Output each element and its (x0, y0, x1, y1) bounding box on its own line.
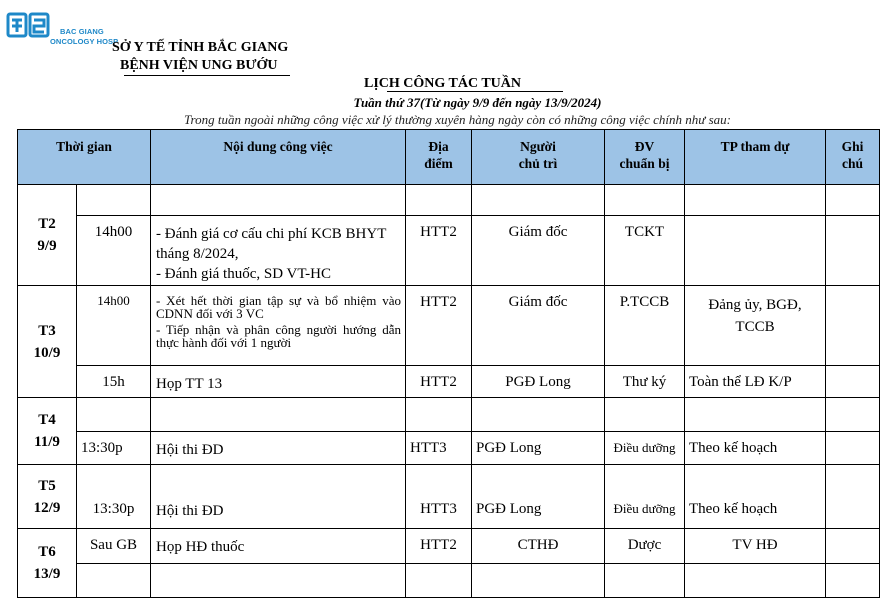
prep-cell: Thư ký (605, 366, 685, 398)
table-row (18, 465, 880, 529)
table-row (18, 398, 880, 432)
place-cell: HTT3 (406, 465, 472, 529)
content-cell: - Xét hết thời gian tập sự và bổ nhiệm vào CDNN đối với 3 VC - Tiếp nhận và phân công người hướng dẫn thực hành đối với 1 người (151, 286, 406, 366)
note-cell (826, 366, 880, 398)
host-cell: PGĐ Long (472, 366, 605, 398)
logo-line-1: BAC GIANG (60, 27, 104, 36)
week-subtitle: Tuần thứ 37(Từ ngày 9/9 đến ngày 13/9/2024) (353, 95, 602, 110)
day-cell-t3: T3 10/9 (18, 286, 77, 398)
day-cell-t5: T5 12/9 (18, 465, 77, 529)
note-cell (826, 529, 880, 564)
host-cell: PGĐ Long (472, 432, 605, 465)
time-cell: Sau GB (77, 529, 151, 564)
attend-cell (685, 216, 826, 286)
org-name-1: SỞ Y TẾ TỈNH BẮC GIANG (112, 40, 289, 55)
host-cell: CTHĐ (472, 529, 605, 564)
place-cell: HTT2 (406, 366, 472, 398)
attend-cell: Theo kế hoạch (685, 465, 826, 529)
table-row (18, 432, 880, 465)
col-attend: TP tham dự (685, 130, 826, 185)
prep-cell: Điều dưỡng (605, 432, 685, 465)
table-row (18, 216, 880, 286)
prep-cell: Điều dưỡng (605, 465, 685, 529)
col-host: Người chủ trì (472, 130, 605, 185)
host-cell: PGĐ Long (472, 465, 605, 529)
content-cell: Hội thi ĐD (151, 465, 406, 529)
intro-text: Trong tuần ngoài những công việc xử lý thường xuyên hàng ngày còn có những công việc chính như sau: (184, 112, 731, 127)
time-cell: 13:30p (77, 432, 151, 465)
table-row (18, 366, 880, 398)
time-cell: 15h (77, 366, 151, 398)
place-cell: HTT2 (406, 286, 472, 366)
attend-cell: TV HĐ (685, 529, 826, 564)
table-row (18, 185, 880, 216)
host-cell: Giám đốc (472, 286, 605, 366)
prep-cell: Dược (605, 529, 685, 564)
prep-cell: TCKT (605, 216, 685, 286)
attend-cell: Toàn thể LĐ K/P (685, 366, 826, 398)
col-content: Nội dung công việc (151, 130, 406, 185)
note-cell (826, 465, 880, 529)
page-title: LỊCH CÔNG TÁC TUẦN (363, 76, 521, 91)
time-cell: 14h00 (77, 216, 151, 286)
content-cell: Hội thi ĐD (151, 432, 406, 465)
logo-mark-icon (6, 10, 54, 46)
content-cell: Họp HĐ thuốc (151, 529, 406, 564)
col-prep: ĐV chuẩn bị (605, 130, 685, 185)
day-cell-t2: T2 9/9 (18, 185, 77, 286)
table-row (18, 286, 880, 366)
host-cell: Giám đốc (472, 216, 605, 286)
time-cell: 13:30p (77, 465, 151, 529)
day-cell-t6: T6 13/9 (18, 529, 77, 598)
schedule-table (17, 129, 880, 598)
col-note: Ghi chú (826, 130, 880, 185)
place-cell: HTT2 (406, 529, 472, 564)
table-header-row (18, 130, 880, 185)
title-underline (387, 91, 563, 92)
logo-line-2: ONCOLOGY HOSP (50, 37, 119, 46)
table-row (18, 529, 880, 564)
content-cell: - Đánh giá cơ cấu chi phí KCB BHYT tháng 8/2024, - Đánh giá thuốc, SD VT-HC (151, 216, 406, 286)
table-row (18, 564, 880, 598)
prep-cell: P.TCCB (605, 286, 685, 366)
content-cell: Họp TT 13 (151, 366, 406, 398)
place-cell: HTT2 (406, 216, 472, 286)
org-name-2: BỆNH VIỆN UNG BƯỚU (120, 58, 278, 73)
attend-cell: Đảng ủy, BGĐ, TCCB (685, 286, 826, 366)
note-cell (826, 286, 880, 366)
place-cell: HTT3 (406, 432, 472, 465)
hospital-logo (6, 10, 119, 52)
col-time: Thời gian (18, 130, 151, 185)
time-cell: 14h00 (77, 286, 151, 366)
day-cell-t4: T4 11/9 (18, 398, 77, 465)
note-cell (826, 432, 880, 465)
note-cell (826, 216, 880, 286)
col-place: Địa điểm (406, 130, 472, 185)
attend-cell: Theo kế hoạch (685, 432, 826, 465)
